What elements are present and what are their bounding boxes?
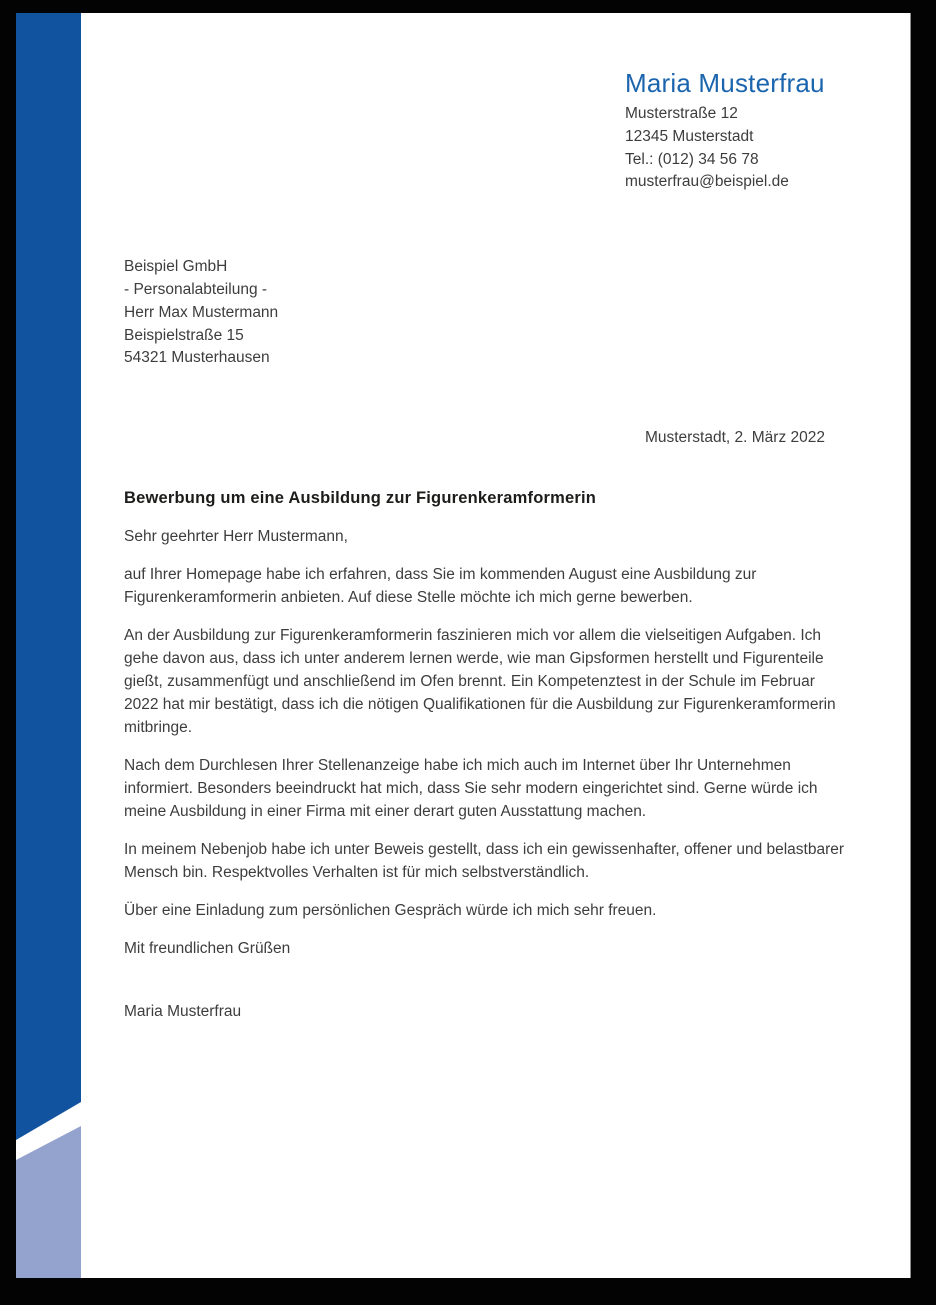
sender-street: Musterstraße 12 <box>625 105 738 122</box>
sender-name: Maria Musterfrau <box>625 68 825 98</box>
recipient-company: Beispiel GmbH <box>124 258 228 276</box>
recipient-street: Beispielstraße 15 <box>124 326 244 344</box>
paragraph-4: In meinem Nebenjob habe ich unter Beweis gestellt, dass ich ein gewissenhafter, offener und belastbarer Mensch bin. Respektvolles Verhalten ist für mich selbstverständlich. <box>124 841 845 882</box>
recipient-block <box>124 256 847 370</box>
recipient-person: Herr Max Mustermann <box>124 303 279 321</box>
closing-phrase: Mit freundlichen Grüßen <box>124 940 291 958</box>
letter-content <box>124 13 847 1023</box>
recipient-department: - Personalabteilung - <box>124 280 268 298</box>
recipient-city: 54321 Musterhausen <box>124 349 270 367</box>
date-line: Musterstadt, 2. März 2022 <box>644 429 825 447</box>
decorative-stripe-lavender <box>16 1126 81 1278</box>
paragraph-5: Über eine Einladung zum persönlichen Gespräch würde ich mich sehr freuen. <box>124 902 657 920</box>
signature-name: Maria Musterfrau <box>124 1003 242 1021</box>
decorative-stripe-dark-blue <box>16 13 81 1140</box>
paragraph-1: auf Ihrer Homepage habe ich erfahren, dass Sie im kommenden August eine Ausbildung zur Figurenkeramformerin anbieten. Auf diese Stelle möchte ich mich gerne bewerben. <box>124 566 757 607</box>
paragraph-3: Nach dem Durchlesen Ihrer Stellenanzeige habe ich mich auch im Internet über Ihr Unternehmen informiert. Besonders beeindruckt hat mich, dass Sie sehr modern eingerichtet sind. Gerne würde ich meine Ausbildung in einer Firma mit einer derart guten Ausstattung machen. <box>124 757 818 821</box>
sender-phone: Tel.: (012) 34 56 78 <box>625 150 759 168</box>
subject-line: Bewerbung um eine Ausbildung zur Figurenkeramformerin <box>124 489 597 508</box>
letter-page <box>16 13 911 1278</box>
salutation: Sehr geehrter Herr Mustermann, <box>124 528 348 546</box>
sender-block <box>625 13 847 194</box>
paragraph-2: An der Ausbildung zur Figurenkeramformerin faszinieren mich vor allem die vielseitigen Aufgaben. Ich gehe davon aus, dass ich unter anderem lernen werde, wie man Gipsformen herstellt und Figurenteile gießt, zusammenfügt und anschließend im Ofen brennt. Ein Kompetenztest in der Schule im Februar 2022 hat mir bestätigt, dass ich die nötigen Qualifikationen für die Ausbildung zur Figurenkeramformerin mitbringe. <box>124 627 836 737</box>
sender-email: musterfrau@beispiel.de <box>625 173 789 191</box>
sender-city: 12345 Musterstadt <box>625 127 754 145</box>
